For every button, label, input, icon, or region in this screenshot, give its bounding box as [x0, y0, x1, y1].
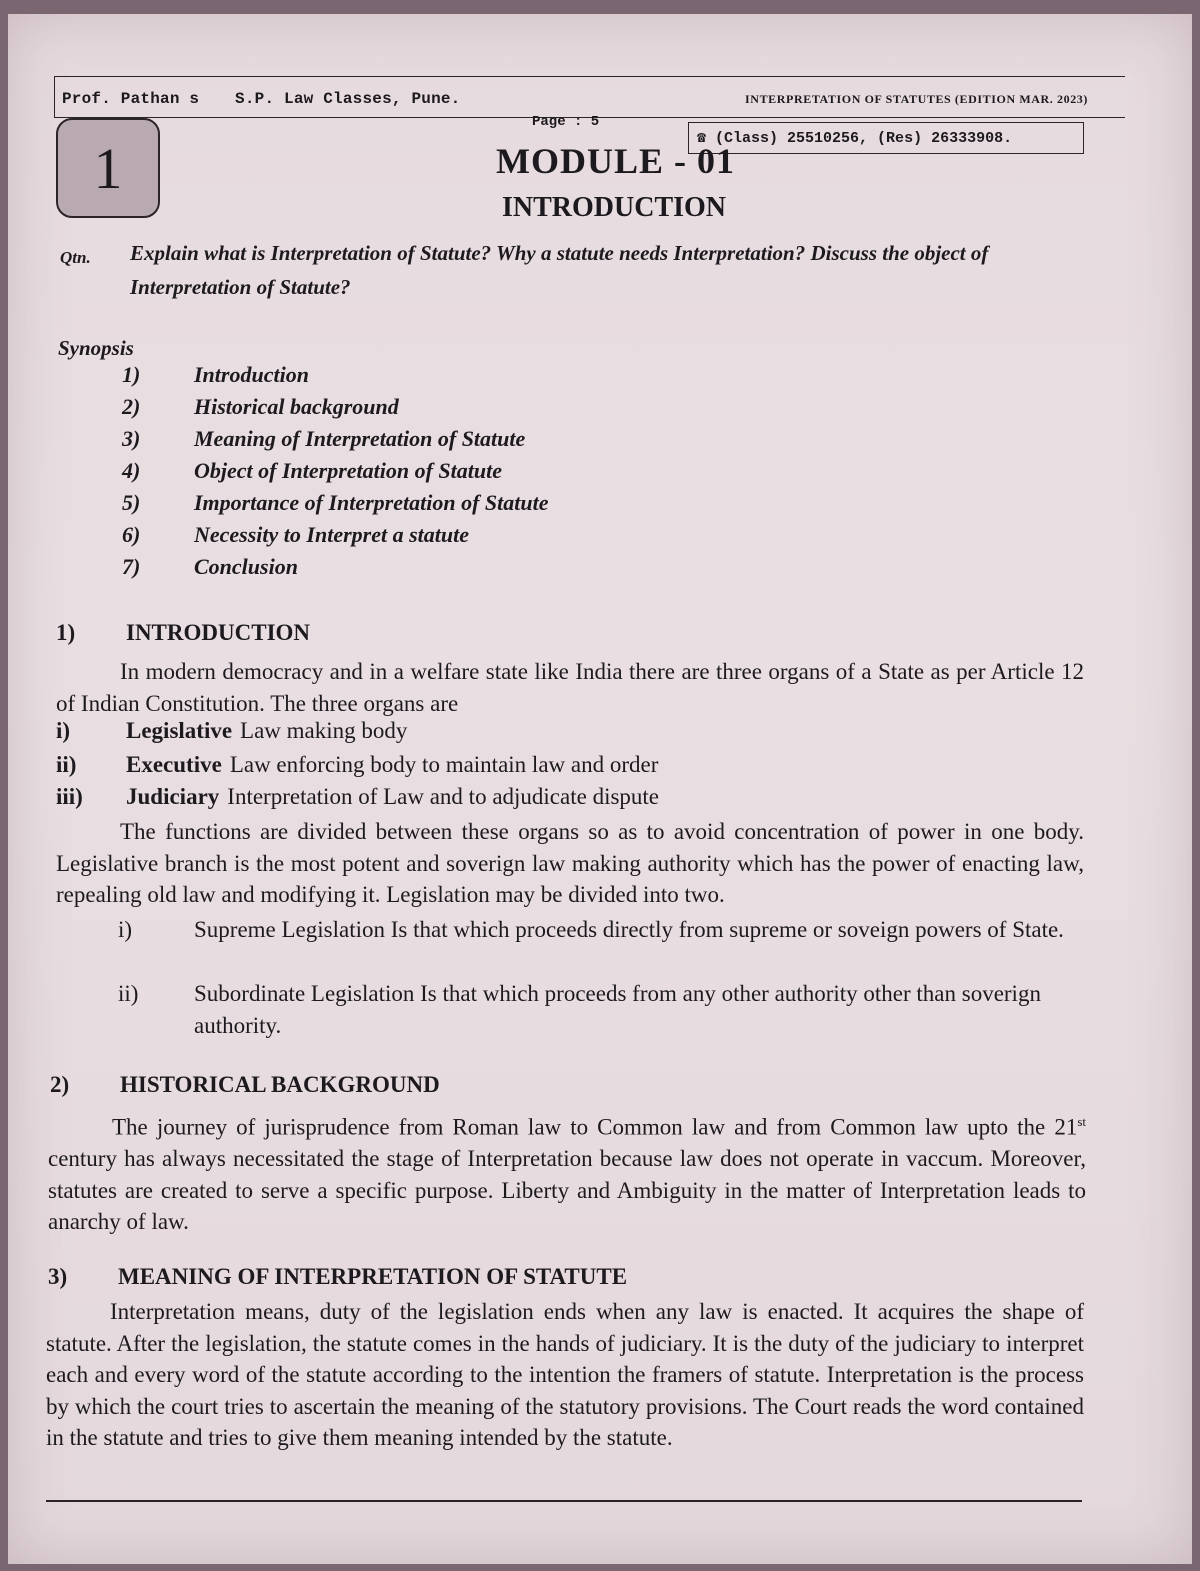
question-text: Explain what is Interpretation of Statute? Why a statute needs Interpretation? Discuss the object of Interpretation of Statute?: [130, 241, 989, 299]
module-subtitle: INTRODUCTION: [502, 192, 727, 223]
organ-item: ii) Executive Law enforcing body to maintain law and order: [56, 752, 659, 777]
page-number: Page : 5: [532, 114, 600, 130]
module-number-badge: 1: [56, 118, 160, 218]
legislation-item: ii) Subordinate Legislation Is that which proceeds from any other authority other than soverign authority.: [118, 981, 1041, 1038]
section-paragraph: The functions are divided between these organs so as to avoid concentration of power in one body. Legislative branch is the most potent and soverign law making authority which has the power of enacting law, repealing old law and modifying it. Legislation may be divided into two.: [56, 819, 1084, 907]
list-item: 5) Importance of Interpretation of Statute: [122, 490, 549, 515]
book-title: INTERPRETATION OF STATUTES (EDITION MAR. 2023): [745, 92, 1088, 106]
section-heading-meaning: 3) MEANING OF INTERPRETATION OF STATUTE: [48, 1264, 628, 1289]
question-label: Qtn.: [60, 248, 91, 267]
section-heading-historical: 2) HISTORICAL BACKGROUND: [50, 1072, 440, 1097]
list-item: 7) Conclusion: [122, 554, 298, 579]
author-name: Prof. Pathan s: [62, 90, 200, 108]
organ-item: i) Legislative Law making body: [56, 718, 408, 743]
legislation-item: i) Supreme Legislation Is that which proceeds directly from supreme or soveign powers of State.: [118, 917, 1064, 942]
synopsis-list: [122, 362, 548, 586]
list-item: 4) Object of Interpretation of Statute: [122, 458, 502, 483]
synopsis-label: Synopsis: [58, 336, 134, 360]
section-paragraph: The journey of jurisprudence from Roman law to Common law and from Common law upto the 21st century has always necessitated the stage of Interpretation because law does not operate in vaccum. Moreover, statutes are created to serve a specific purpose. Liberty and Ambiguity in the matter of Interpretation leads to anarchy of law.: [48, 1114, 1086, 1235]
institute-name: S.P. Law Classes, Pune.: [235, 90, 461, 108]
header-left: [62, 90, 486, 108]
list-item: 1) Introduction: [122, 362, 309, 387]
section-paragraph: In modern democracy and in a welfare state like India there are three organs of a State as per Article 12 of Indian Constitution. The three organs are: [56, 659, 1084, 716]
section-heading-introduction: 1) INTRODUCTION: [56, 620, 311, 645]
list-item: 6) Necessity to Interpret a statute: [122, 522, 469, 547]
footer-divider: [46, 1500, 1082, 1502]
organ-item: iii) Judiciary Interpretation of Law and to adjudicate dispute: [56, 784, 660, 809]
module-title: MODULE - 01: [496, 141, 735, 181]
list-item: 3) Meaning of Interpretation of Statute: [122, 426, 526, 451]
phone-numbers: ☎ (Class) 25510256, (Res) 26333908.: [697, 130, 1013, 147]
list-item: 2) Historical background: [122, 394, 399, 419]
section-paragraph: Interpretation means, duty of the legislation ends when any law is enacted. It acquires the shape of statute. After the legislation, the statute comes in the hands of judiciary. It is the duty of the judiciary to interpret each and every word of the statute according to the intention the framers of statute. Interpretation is the process by which the court tries to ascertain the meaning of the statutory provisions. The Court reads the word contained in the statute and tries to give them meaning intended by the statute.: [46, 1299, 1084, 1450]
